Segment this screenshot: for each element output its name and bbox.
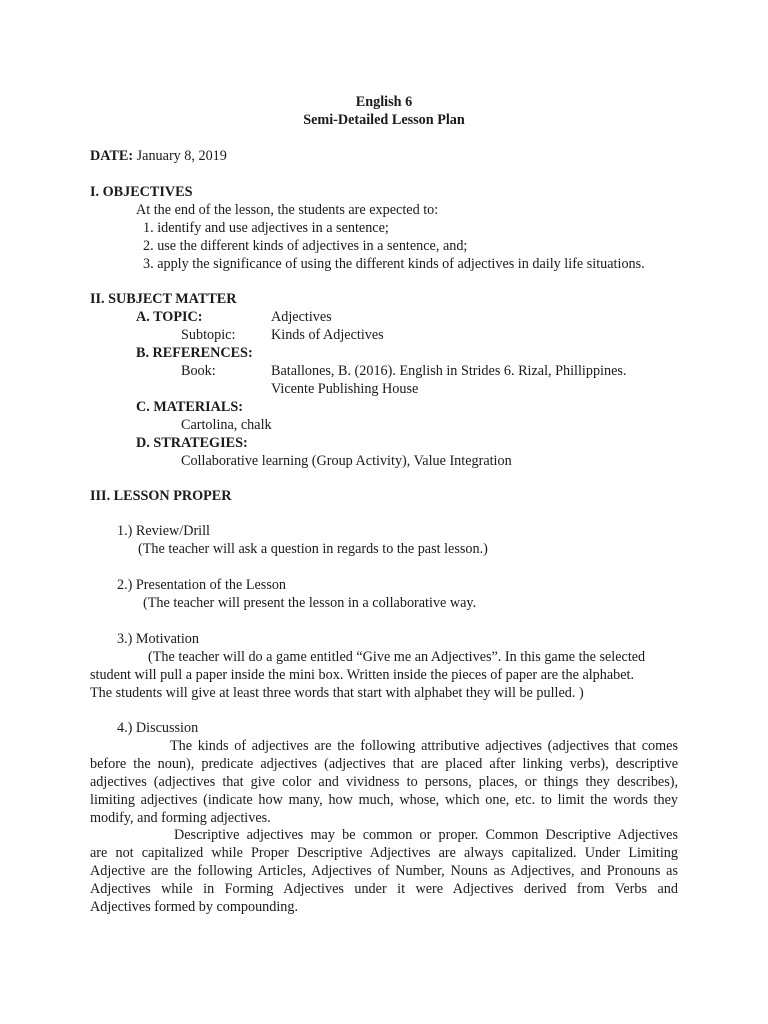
materials-value: Cartolina, chalk	[181, 417, 272, 433]
motivation-line: The students will give at least three words that start with alphabet they will be pulled. )	[90, 685, 584, 701]
discussion-line: modify, and forming adjectives.	[90, 810, 271, 826]
book-label: Book:	[181, 363, 216, 379]
discussion-line-text: before the noun), predicate adjectives (adjectives that are placed after linking verbs), descriptive	[90, 756, 678, 772]
discussion-line	[90, 844, 678, 862]
book-reference: Batallones, B. (2016). English in Strides 6. Rizal, Phillippines.	[271, 363, 627, 379]
discussion-line-text: Adjectives while in Forming Adjectives under it were Adjectives derived from Verbs and	[90, 881, 678, 897]
presentation-text: (The teacher will present the lesson in a collaborative way.	[143, 595, 477, 611]
objective-item: 2. use the different kinds of adjectives in a sentence, and;	[143, 238, 468, 254]
objective-item: 3. apply the significance of using the different kinds of adjectives in daily life situations.	[143, 256, 645, 272]
motivation-line: student will pull a paper inside the mini box. Written inside the pieces of paper are the alphabet.	[90, 667, 635, 683]
references-label: B. REFERENCES:	[136, 345, 253, 361]
materials-label: C. MATERIALS:	[136, 399, 243, 415]
discussion-line	[90, 880, 678, 898]
discussion-line-text: Descriptive adjectives may be common or proper. Common Descriptive Adjectives	[174, 827, 678, 843]
discussion-line-text: The kinds of adjectives are the following attributive adjectives (adjectives that comes	[170, 738, 678, 754]
discussion-line: Adjectives formed by compounding.	[90, 899, 299, 915]
subject-matter-heading: II. SUBJECT MATTER	[90, 291, 237, 307]
discussion-line	[170, 737, 678, 755]
discussion-line-text: limiting adjectives (indicate how many, how much, whose, which one, etc. to limit the words they	[90, 792, 678, 808]
discussion-line-text: adjectives (adjectives that give color and vividness to persons, places, or things they describes),	[90, 774, 678, 790]
review-title: 1.) Review/Drill	[117, 523, 210, 539]
discussion-line-text: Adjective are the following Articles, Adjectives of Number, Nouns as Adjectives, and Pronouns as	[90, 863, 678, 879]
lesson-proper-heading: III. LESSON PROPER	[90, 488, 232, 504]
discussion-title: 4.) Discussion	[117, 720, 199, 736]
topic-value: Adjectives	[271, 309, 332, 325]
subtopic-value: Kinds of Adjectives	[271, 327, 384, 343]
motivation-line: (The teacher will do a game entitled “Give me an Adjectives”. In this game the selected	[148, 649, 646, 665]
review-text: (The teacher will ask a question in regards to the past lesson.)	[138, 541, 488, 557]
subtopic-label: Subtopic:	[181, 327, 236, 343]
objectives-heading: I. OBJECTIVES	[90, 184, 193, 200]
document-subject: English 6	[355, 94, 413, 110]
discussion-line	[174, 826, 678, 844]
discussion-line	[90, 791, 678, 809]
date-label: DATE:	[90, 148, 134, 164]
book-publisher: Vicente Publishing House	[271, 381, 419, 397]
date-value: January 8, 2019	[136, 148, 227, 164]
objective-item: 1. identify and use adjectives in a sentence;	[143, 220, 389, 236]
motivation-title: 3.) Motivation	[117, 631, 199, 647]
discussion-line	[90, 862, 678, 880]
strategies-label: D. STRATEGIES:	[136, 435, 248, 451]
discussion-line-text: are not capitalized while Proper Descriptive Adjectives are always capitalized. Under Limiting	[90, 845, 678, 861]
objectives-intro: At the end of the lesson, the students are expected to:	[136, 202, 439, 218]
discussion-line	[90, 755, 678, 773]
topic-label: A. TOPIC:	[136, 309, 203, 325]
date-line	[90, 147, 227, 165]
discussion-line	[90, 773, 678, 791]
strategies-value: Collaborative learning (Group Activity), Value Integration	[181, 453, 512, 469]
presentation-title: 2.) Presentation of the Lesson	[117, 577, 287, 593]
document-title: Semi-Detailed Lesson Plan	[303, 112, 465, 128]
